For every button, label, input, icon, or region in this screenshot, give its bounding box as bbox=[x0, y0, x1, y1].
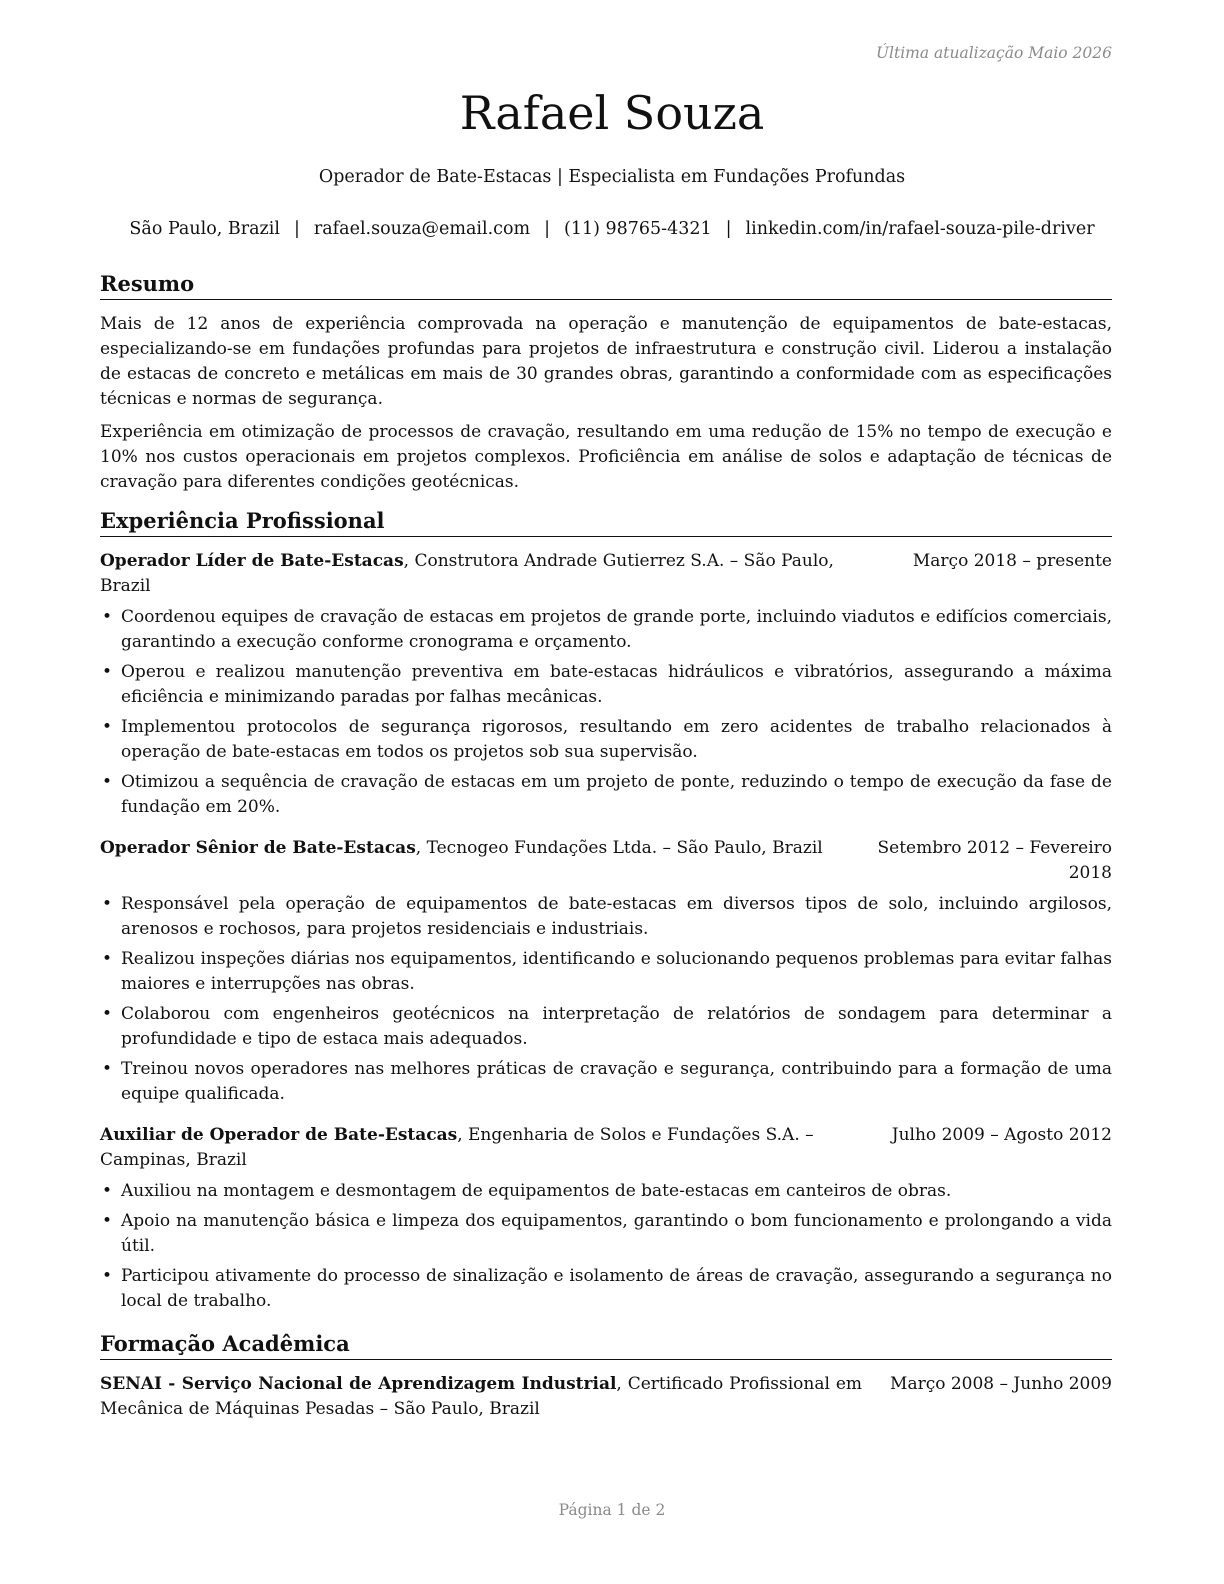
summary-paragraph: Mais de 12 anos de experiência comprovada na operação e manutenção de equipamentos de bate-estacas, especializando-se em fundações profundas para projetos de infraestrutura e construção civil. Liderou a instalação de estacas de concreto e metálicas em mais de 30 grandes obras, garantindo a conformidade com as especificações técnicas e normas de segurança. bbox=[100, 314, 1112, 409]
bullet-icon: • bbox=[102, 772, 113, 792]
job-title-line bbox=[100, 836, 862, 861]
job-header bbox=[100, 836, 1112, 886]
bullet-icon: • bbox=[102, 607, 113, 627]
candidate-name: Rafael Souza bbox=[459, 86, 765, 140]
summary-section bbox=[100, 270, 1112, 495]
bullet-icon: • bbox=[102, 717, 113, 737]
contact-phone: (11) 98765-4321 bbox=[564, 219, 712, 239]
section-title-experience: Experiência Profissional bbox=[100, 507, 1112, 537]
education-entry bbox=[100, 1372, 1112, 1422]
job-company: , Engenharia de Solos e Fundações S.A. – Campinas, Brazil bbox=[100, 1125, 814, 1170]
bullet-icon: • bbox=[102, 1181, 113, 1201]
job-bullet-text: Realizou inspeções diárias nos equipamentos, identificando e solucionando pequenos problemas para evitar falhas maiores e interrupções nas obras. bbox=[121, 949, 1112, 994]
bullet-icon: • bbox=[102, 949, 113, 969]
job-header bbox=[100, 1123, 1112, 1173]
contact-separator: | bbox=[544, 219, 551, 239]
education-section bbox=[100, 1330, 1112, 1422]
contact-email[interactable]: rafael.souza@email.com bbox=[313, 219, 531, 239]
job-company: , Tecnogeo Fundações Ltda. – São Paulo, Brazil bbox=[415, 838, 823, 858]
job-title-line bbox=[100, 1123, 882, 1173]
experience-section bbox=[100, 507, 1112, 1314]
job-bullet-text: Participou ativamente do processo de sinalização e isolamento de áreas de cravação, assegurando a segurança no local de trabalho. bbox=[121, 1266, 1112, 1311]
job-bullet-text: Operou e realizou manutenção preventiva em bate-estacas hidráulicos e vibratórios, assegurando a máxima eficiência e minimizando paradas por falhas mecânicas. bbox=[121, 662, 1112, 707]
job-bullet bbox=[100, 1002, 1112, 1052]
education-dates: Março 2008 – Junho 2009 bbox=[890, 1374, 1112, 1394]
job-dates: Julho 2009 – Agosto 2012 bbox=[891, 1125, 1112, 1145]
job-entry bbox=[100, 836, 1112, 1107]
bullet-icon: • bbox=[102, 1059, 113, 1079]
page-number: Página 1 de 2 bbox=[558, 1501, 666, 1519]
job-role: Operador Sênior de Bate-Estacas bbox=[100, 838, 416, 858]
education-title-line bbox=[100, 1372, 882, 1422]
contact-line bbox=[0, 219, 1224, 239]
job-bullet-text: Implementou protocolos de segurança rigorosos, resultando em zero acidentes de trabalho relacionados à operação de bate-estacas em todos os projetos sob sua supervisão. bbox=[121, 717, 1112, 762]
candidate-tagline: Operador de Bate-Estacas | Especialista em Fundações Profundas bbox=[318, 167, 906, 187]
job-bullet bbox=[100, 660, 1112, 710]
job-bullet bbox=[100, 1057, 1112, 1107]
last-updated: Última atualização Maio 2026 bbox=[875, 44, 1112, 62]
job-bullets bbox=[100, 1179, 1112, 1314]
bullet-icon: • bbox=[102, 1266, 113, 1286]
job-bullet bbox=[100, 605, 1112, 655]
job-bullet bbox=[100, 1264, 1112, 1314]
job-bullet bbox=[100, 1179, 1112, 1204]
job-bullet-text: Apoio na manutenção básica e limpeza dos equipamentos, garantindo o bom funcionamento e prolongando a vida útil. bbox=[121, 1211, 1112, 1256]
job-role: Operador Líder de Bate-Estacas bbox=[100, 551, 404, 571]
bullet-icon: • bbox=[102, 1211, 113, 1231]
section-title-education: Formação Acadêmica bbox=[100, 1330, 1112, 1360]
job-title-line bbox=[100, 549, 882, 599]
education-institution: SENAI - Serviço Nacional de Aprendizagem Industrial bbox=[100, 1374, 617, 1394]
job-entry bbox=[100, 1123, 1112, 1314]
job-bullets bbox=[100, 892, 1112, 1107]
job-bullet-text: Colaborou com engenheiros geotécnicos na interpretação de relatórios de sondagem para determinar a profundidade e tipo de estaca mais adequados. bbox=[121, 1004, 1112, 1049]
job-bullet-text: Coordenou equipes de cravação de estacas em projetos de grande porte, incluindo viadutos e edifícios comerciais, garantindo a execução conforme cronograma e orçamento. bbox=[121, 607, 1112, 652]
job-company: , Construtora Andrade Gutierrez S.A. – São Paulo, Brazil bbox=[100, 551, 834, 596]
bullet-icon: • bbox=[102, 662, 113, 682]
section-title-summary: Resumo bbox=[100, 270, 1112, 300]
job-bullet bbox=[100, 947, 1112, 997]
contact-linkedin[interactable]: linkedin.com/in/rafael-souza-pile-driver bbox=[745, 219, 1095, 239]
job-bullet-text: Otimizou a sequência de cravação de estacas em um projeto de ponte, reduzindo o tempo de execução da fase de fundação em 20%. bbox=[121, 772, 1112, 817]
resume-body bbox=[100, 270, 1112, 1434]
job-bullets bbox=[100, 605, 1112, 820]
job-bullet bbox=[100, 770, 1112, 820]
job-bullet-text: Auxiliou na montagem e desmontagem de equipamentos de bate-estacas em canteiros de obras. bbox=[121, 1181, 952, 1201]
job-header bbox=[100, 549, 1112, 599]
contact-separator: | bbox=[293, 219, 300, 239]
job-bullet bbox=[100, 1209, 1112, 1259]
job-bullet bbox=[100, 892, 1112, 942]
summary-paragraph: Experiência em otimização de processos de cravação, resultando em uma redução de 15% no tempo de execução e 10% nos custos operacionais em projetos complexos. Proficiência em análise de solos e adaptação de técnicas de cravação para diferentes condições geotécnicas. bbox=[100, 422, 1112, 492]
job-role: Auxiliar de Operador de Bate-Estacas bbox=[100, 1125, 458, 1145]
education-details: , Certificado Profissional em Mecânica de Máquinas Pesadas – São Paulo, Brazil bbox=[100, 1374, 862, 1419]
bullet-icon: • bbox=[102, 894, 113, 914]
bullet-icon: • bbox=[102, 1004, 113, 1024]
contact-separator: | bbox=[725, 219, 732, 239]
job-bullet-text: Responsável pela operação de equipamentos de bate-estacas em diversos tipos de solo, incluindo argilosos, arenosos e rochosos, para projetos residenciais e industriais. bbox=[121, 894, 1112, 939]
job-bullet-text: Treinou novos operadores nas melhores práticas de cravação e segurança, contribuindo para a formação de uma equipe qualificada. bbox=[121, 1059, 1112, 1104]
job-dates: Setembro 2012 – Fevereiro 2018 bbox=[877, 838, 1112, 883]
job-bullet bbox=[100, 715, 1112, 765]
job-entry bbox=[100, 549, 1112, 820]
job-dates: Março 2018 – presente bbox=[912, 551, 1112, 571]
contact-location: São Paulo, Brazil bbox=[129, 219, 280, 239]
